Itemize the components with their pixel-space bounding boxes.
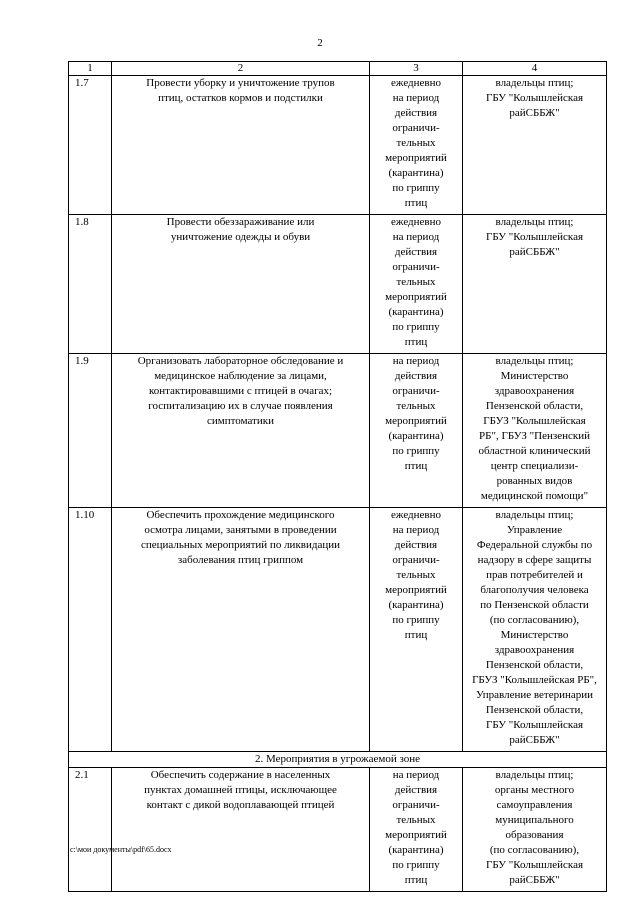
term-text xyxy=(370,508,463,752)
responsible-text-line: образования xyxy=(505,829,564,841)
action-text-line: Организовать лабораторное обследование и xyxy=(137,355,344,367)
responsible-text-line: Министерство xyxy=(500,370,569,382)
responsible-text-line: райСББЖ" xyxy=(509,734,560,746)
responsible-text-line: центр специализи- xyxy=(490,460,579,472)
term-text-line: действия xyxy=(394,370,438,382)
term-text xyxy=(370,215,463,354)
table-row xyxy=(69,76,607,215)
responsible-text-line: Федеральной службы по xyxy=(476,539,593,551)
term-text-line: ограничи- xyxy=(392,261,440,273)
responsible-text xyxy=(463,768,607,892)
term-text-line: (карантина) xyxy=(388,430,444,442)
responsible-text-line: владельцы птиц; xyxy=(495,77,574,89)
row-number: 1.8 xyxy=(69,215,112,354)
page-number: 2 xyxy=(317,37,323,49)
table-header-row xyxy=(69,62,607,76)
responsible-text-line: райСББЖ" xyxy=(509,107,560,119)
term-text xyxy=(370,768,463,892)
term-text-line: на период xyxy=(392,524,440,536)
row-number: 1.7 xyxy=(69,76,112,215)
responsible-text-line: ГБУ "Колышлейская xyxy=(485,231,584,243)
action-text xyxy=(112,76,370,215)
responsible-text-line: райСББЖ" xyxy=(509,246,560,258)
responsible-text-line: ГБУ "Колышлейская xyxy=(485,92,584,104)
term-text-line: мероприятий xyxy=(385,829,447,841)
term-text-line: тельных xyxy=(396,814,436,826)
header-cell: 1 xyxy=(69,62,112,76)
responsible-text-line: владельцы птиц; xyxy=(495,216,574,228)
header-cell: 4 xyxy=(463,62,607,76)
term-text-line: ограничи- xyxy=(392,122,440,134)
responsible-text-line: Пензенской области, xyxy=(485,400,584,412)
responsible-text-line: медицинской помощи" xyxy=(480,490,589,502)
term-text-line: тельных xyxy=(396,400,436,412)
table-body-section-1 xyxy=(69,76,607,752)
term-text-line: ограничи- xyxy=(392,554,440,566)
responsible-text-line: здравоохранения xyxy=(494,644,575,656)
responsible-text-line: ГБУЗ "Колышлейская РБ", xyxy=(472,674,597,686)
responsible-text-line: ГБУ "Колышлейская xyxy=(485,859,584,871)
responsible-text xyxy=(463,354,607,508)
action-text-line: уничтожение одежды и обуви xyxy=(170,231,311,243)
term-text-line: птиц xyxy=(404,629,428,641)
term-text-line: ограничи- xyxy=(392,799,440,811)
action-text-line: птиц, остатков кормов и подстилки xyxy=(158,92,323,104)
action-text-line: медицинское наблюдение за лицами, xyxy=(154,370,327,382)
responsible-text-line: владельцы птиц; xyxy=(495,355,574,367)
term-text-line: тельных xyxy=(396,137,436,149)
term-text xyxy=(370,354,463,508)
row-number: 2.1 xyxy=(69,768,112,892)
term-text-line: на период xyxy=(392,231,440,243)
term-text-line: птиц xyxy=(404,197,428,209)
action-text-line: госпитализацию их в случае появления xyxy=(148,400,333,412)
responsible-text-line: благополучия человека xyxy=(480,584,589,596)
action-text-line: Обеспечить прохождение медицинского xyxy=(146,509,335,521)
term-text-line: действия xyxy=(394,246,438,258)
responsible-text-line: самоуправления xyxy=(496,799,573,811)
header-cell: 2 xyxy=(112,62,370,76)
responsible-text xyxy=(463,215,607,354)
term-text-line: мероприятий xyxy=(385,584,447,596)
term-text-line: ежедневно xyxy=(390,509,442,521)
term-text xyxy=(370,76,463,215)
header-cell: 3 xyxy=(370,62,463,76)
action-text-line: осмотра лицами, занятыми в проведении xyxy=(144,524,337,536)
term-text-line: на период xyxy=(392,355,440,367)
term-text-line: птиц xyxy=(404,874,428,886)
term-text-line: по гриппу xyxy=(392,321,440,333)
responsible-text-line: РБ", ГБУЗ "Пензенский xyxy=(479,430,590,442)
responsible-text-line: (по согласованию), xyxy=(489,614,580,626)
responsible-text-line: райСББЖ" xyxy=(509,874,560,886)
responsible-text-line: рованных видов xyxy=(496,475,573,487)
term-text-line: мероприятий xyxy=(385,152,447,164)
responsible-text-line: (по согласованию), xyxy=(489,844,580,856)
term-text-line: по гриппу xyxy=(392,859,440,871)
responsible-text-line: муниципального xyxy=(495,814,574,826)
term-text-line: по гриппу xyxy=(392,614,440,626)
term-text-line: действия xyxy=(394,784,438,796)
action-text-line: специальных мероприятий по ликвидации xyxy=(140,539,341,551)
responsible-text-line: областной клинический xyxy=(478,445,591,457)
footer-file-path: c:\мои документы\pdf\65.docx xyxy=(70,845,172,854)
action-text xyxy=(112,508,370,752)
term-text-line: ежедневно xyxy=(390,216,442,228)
action-text xyxy=(112,354,370,508)
responsible-text-line: Управление xyxy=(506,524,563,536)
table-row xyxy=(69,354,607,508)
term-text-line: на период xyxy=(392,92,440,104)
table-body-section-2 xyxy=(69,768,607,892)
term-text-line: птиц xyxy=(404,460,428,472)
term-text-line: действия xyxy=(394,107,438,119)
term-text-line: ежедневно xyxy=(390,77,442,89)
row-number: 1.10 xyxy=(69,508,112,752)
table-row xyxy=(69,768,607,892)
term-text-line: (карантина) xyxy=(388,167,444,179)
responsible-text xyxy=(463,508,607,752)
responsible-text-line: ГБУ "Колышлейская xyxy=(485,719,584,731)
action-text xyxy=(112,215,370,354)
responsible-text-line: владельцы птиц; xyxy=(495,509,574,521)
term-text-line: тельных xyxy=(396,569,436,581)
action-text-line: контактировавшими с птицей в очагах; xyxy=(148,385,333,397)
action-text-line: пунктах домашней птицы, исключающее xyxy=(144,784,337,796)
responsible-text-line: органы местного xyxy=(494,784,575,796)
section-title: 2. Мероприятия в угрожаемой зоне xyxy=(69,752,607,768)
action-text-line: контакт с дикой водоплавающей птицей xyxy=(146,799,335,811)
term-text-line: по гриппу xyxy=(392,445,440,457)
responsible-text-line: ГБУЗ "Колышлейская xyxy=(483,415,586,427)
term-text-line: тельных xyxy=(396,276,436,288)
responsible-text-line: владельцы птиц; xyxy=(495,769,574,781)
action-text-line: Провести уборку и уничтожение трупов xyxy=(146,77,335,89)
responsible-text-line: Управление ветеринарии xyxy=(475,689,594,701)
term-text-line: действия xyxy=(394,539,438,551)
responsible-text-line: Пензенской области, xyxy=(485,704,584,716)
responsible-text-line: Министерство xyxy=(500,629,569,641)
table-row xyxy=(69,508,607,752)
term-text-line: (карантина) xyxy=(388,599,444,611)
measures-table xyxy=(68,61,607,892)
table-row xyxy=(69,215,607,354)
term-text-line: по гриппу xyxy=(392,182,440,194)
action-text-line: симптоматики xyxy=(207,415,274,427)
responsible-text-line: Пензенской области, xyxy=(485,659,584,671)
term-text-line: (карантина) xyxy=(388,306,444,318)
term-text-line: мероприятий xyxy=(385,291,447,303)
responsible-text xyxy=(463,76,607,215)
responsible-text-line: здравоохранения xyxy=(494,385,575,397)
action-text-line: Провести обеззараживание или xyxy=(166,216,315,228)
action-text xyxy=(112,768,370,892)
term-text-line: на период xyxy=(392,769,440,781)
section-row xyxy=(69,752,607,768)
responsible-text-line: по Пензенской области xyxy=(480,599,589,611)
action-text-line: заболевания птиц гриппом xyxy=(177,554,304,566)
responsible-text-line: надзору в сфере защиты xyxy=(477,554,592,566)
row-number: 1.9 xyxy=(69,354,112,508)
responsible-text-line: прав потребителей и xyxy=(486,569,583,581)
term-text-line: мероприятий xyxy=(385,415,447,427)
term-text-line: ограничи- xyxy=(392,385,440,397)
term-text-line: птиц xyxy=(404,336,428,348)
action-text-line: Обеспечить содержание в населенных xyxy=(150,769,331,781)
term-text-line: (карантина) xyxy=(388,844,444,856)
